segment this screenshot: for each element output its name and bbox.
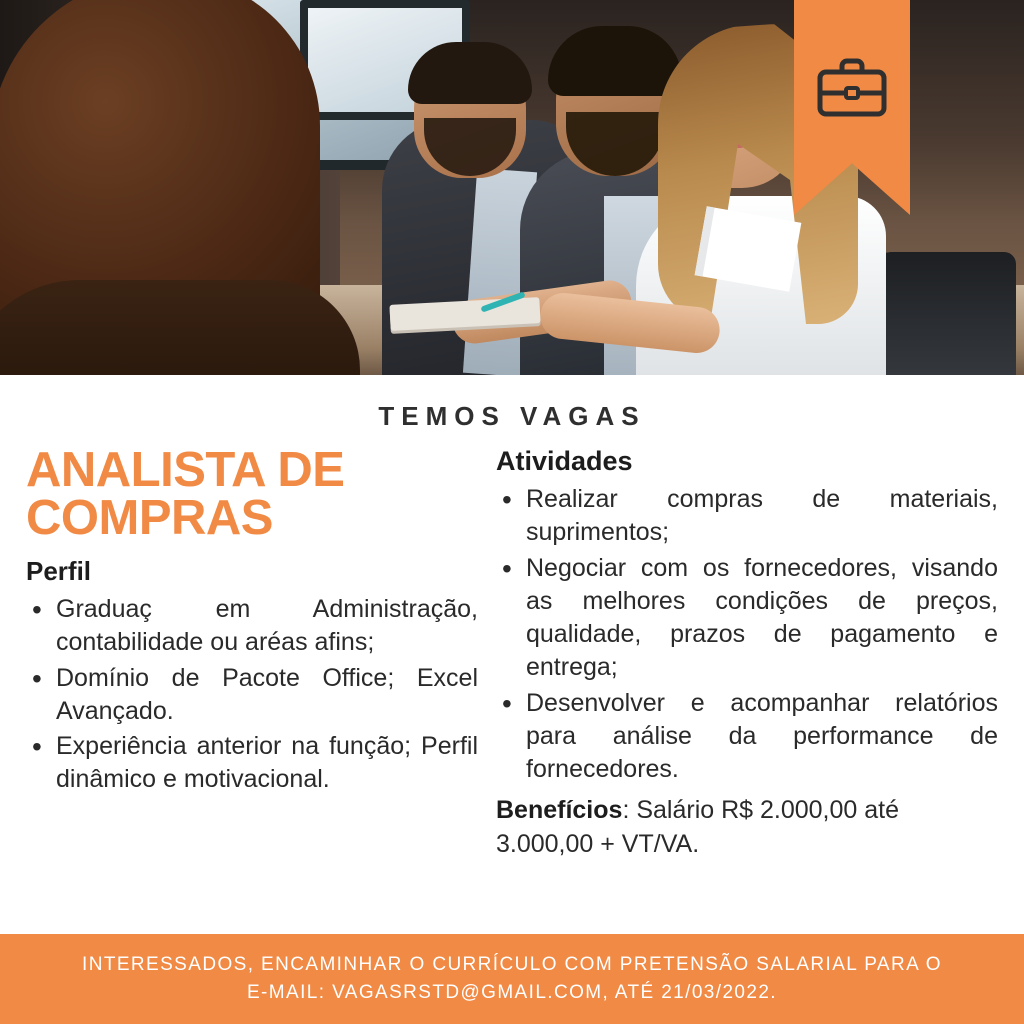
- benefits-block: [496, 794, 998, 861]
- list-item: • Experiência anterior na função; Perfil dinâmico e motivacional.: [26, 730, 478, 797]
- list-item: • Domínio de Pacote Office; Excel Avançado.: [26, 662, 478, 729]
- list-item: • Negociar com os fornecedores, visando as melhores condições de preços, qualidade, prazos de pagamento e entrega;: [496, 552, 998, 685]
- list-item: • Desenvolver e acompanhar relatórios para análise da performance de fornecedores.: [496, 687, 998, 787]
- profile-list: [26, 593, 478, 797]
- job-title: ANALISTA DE COMPRAS: [26, 443, 345, 546]
- two-column-layout: [26, 443, 998, 861]
- benefits-label: Benefícios: [496, 796, 623, 825]
- photo-foreground-person-shoulder: [0, 280, 360, 375]
- photo-chair: [866, 252, 1016, 375]
- activities-heading: Atividades: [496, 446, 633, 476]
- left-column: [26, 443, 496, 861]
- list-item: • Graduaç em Administração, contabilidade ou aréas afins;: [26, 593, 478, 660]
- footer-contact-bar: [0, 934, 1024, 1024]
- activities-list: [496, 483, 998, 786]
- poster-body: [0, 375, 1024, 935]
- kicker-text: TEMOS VAGAS: [378, 401, 646, 431]
- photo-person-left-hair: [408, 42, 532, 104]
- benefits-text: : Salário R$ 2.000,00 até 3.000,00 + VT/VA.: [496, 796, 900, 858]
- footer-line-1: INTERESSADOS, ENCAMINHAR O CURRÍCULO COM PRETENSÃO SALARIAL PARA O: [82, 953, 942, 975]
- right-column: [496, 446, 998, 861]
- profile-heading: Perfil: [26, 556, 92, 587]
- footer-line-2: E-MAIL: VAGASRSTD@GMAIL.COM, ATÉ 21/03/2022.: [246, 982, 777, 1003]
- list-item: • Realizar compras de materiais, suprimentos;: [496, 483, 998, 550]
